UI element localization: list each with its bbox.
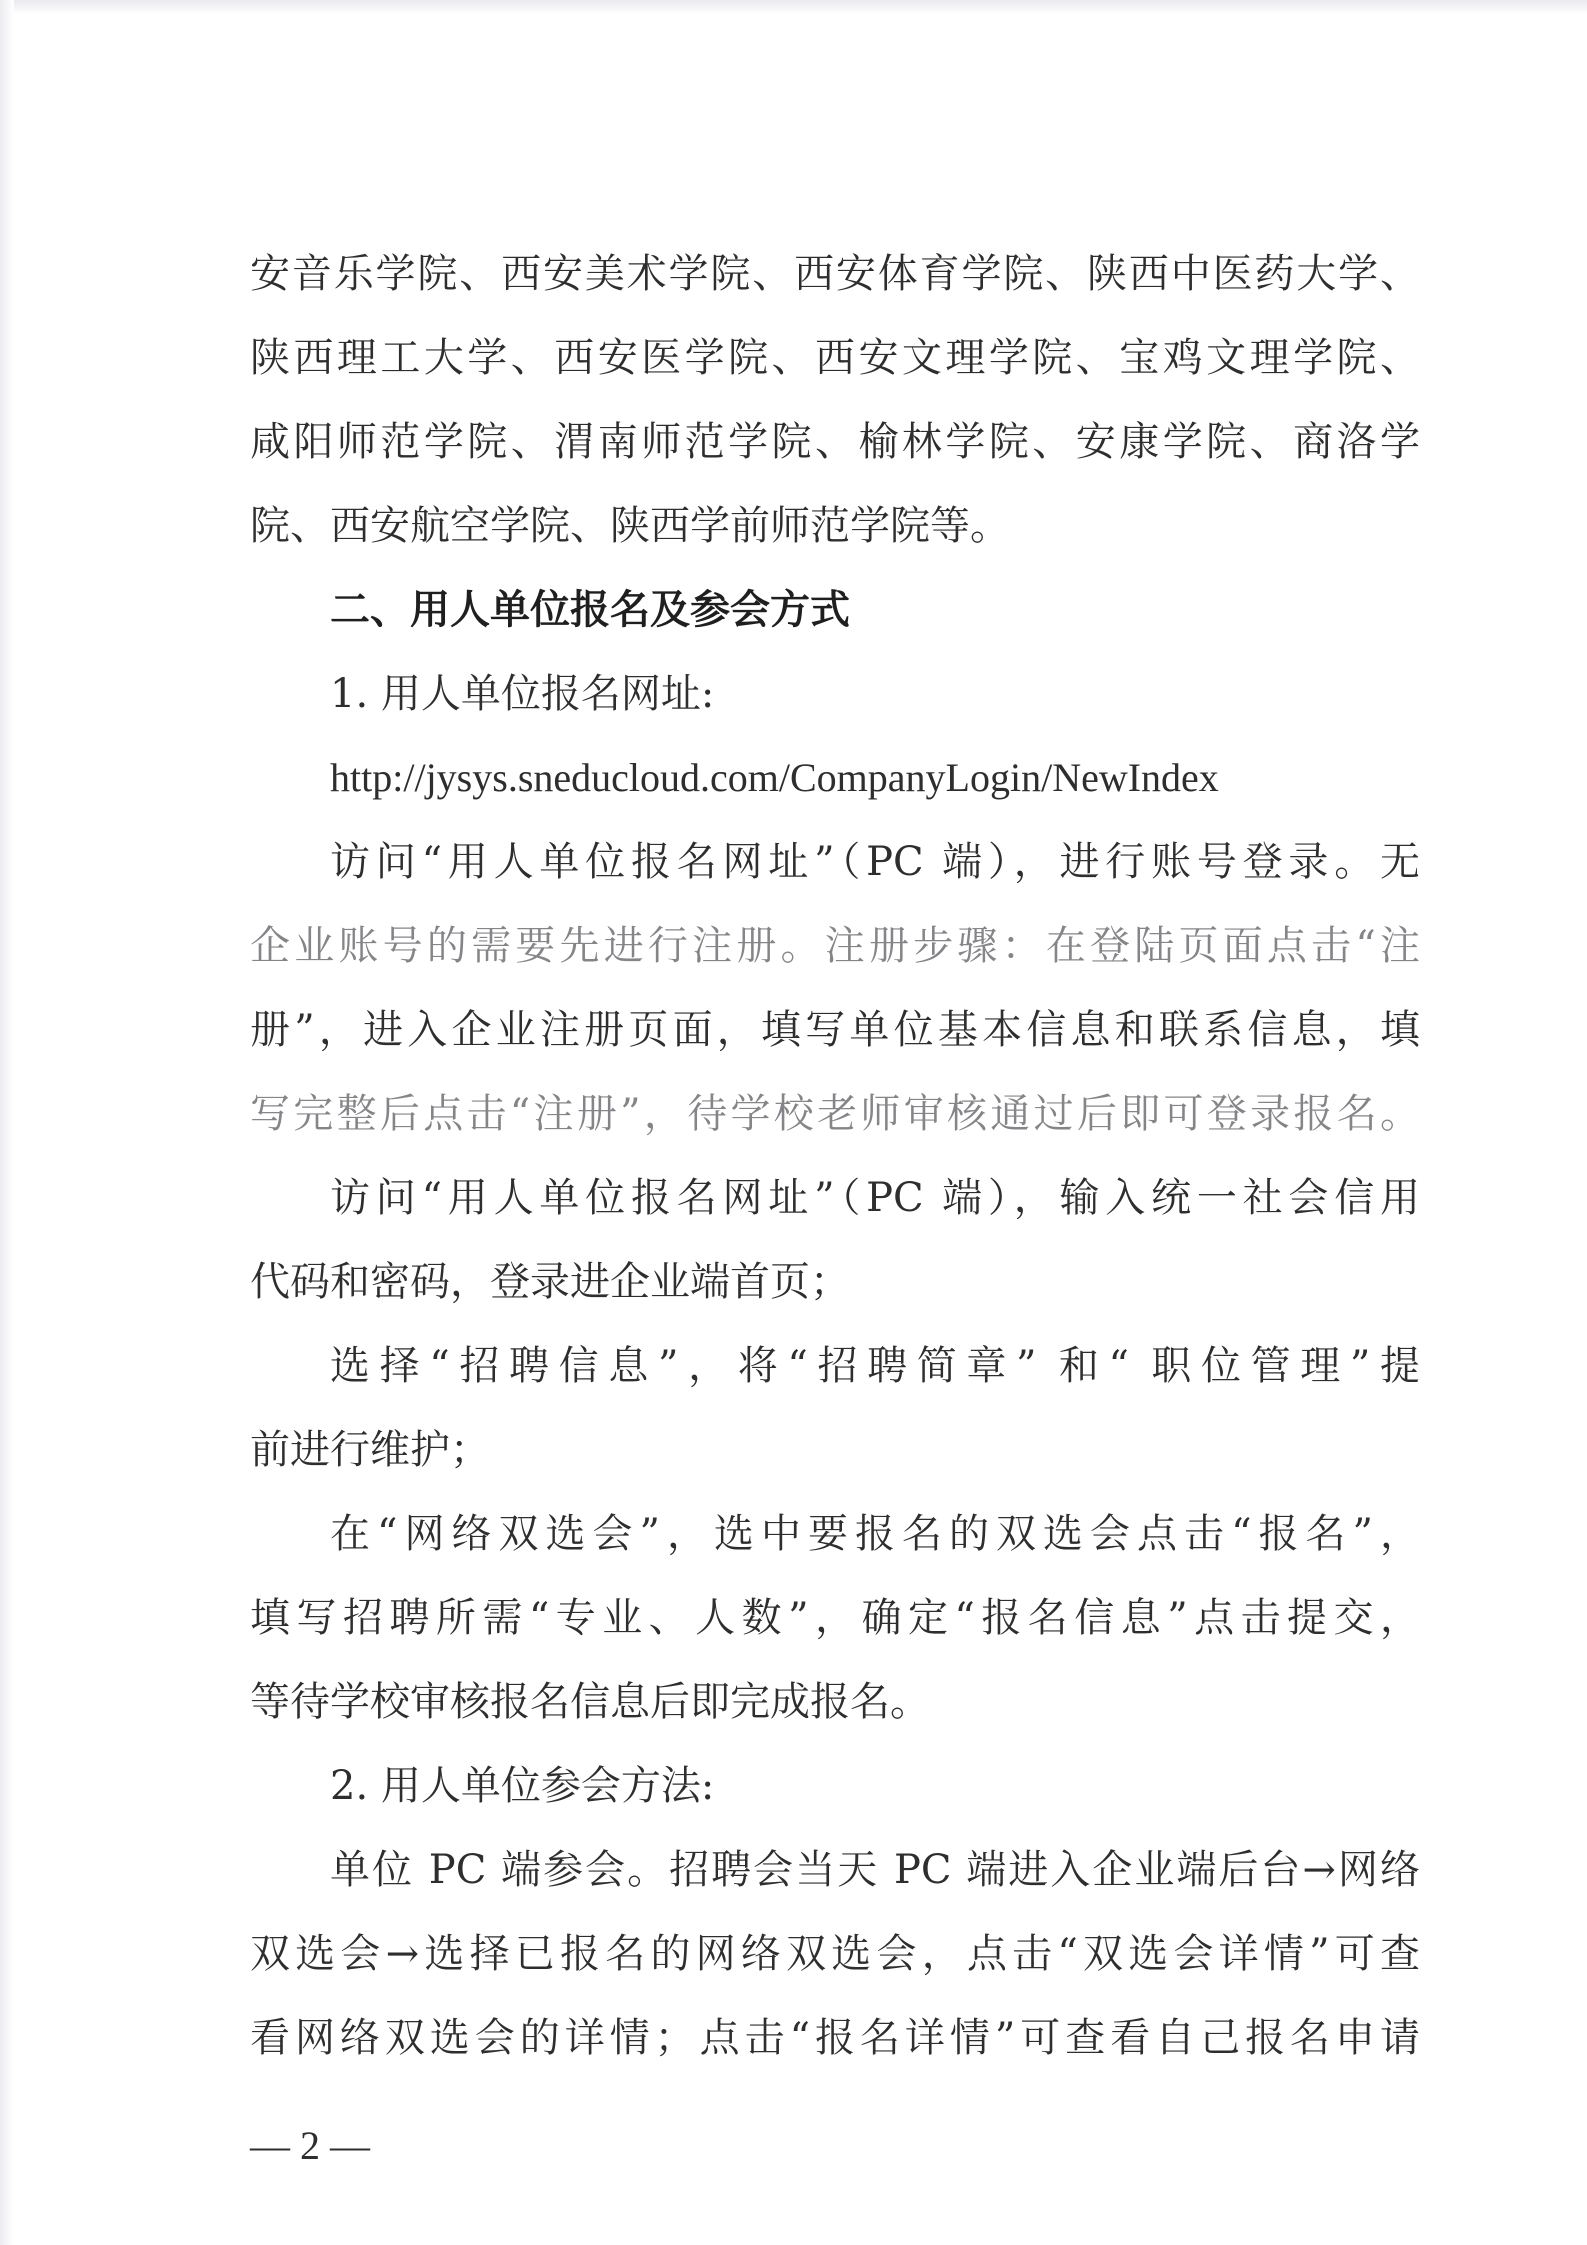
paragraph-line: 册”，进入企业注册页面，填写单位基本信息和联系信息，填 [250,1007,1420,1053]
scan-border-left [0,0,14,2245]
page-number: — 2 — [250,2123,370,2168]
paragraph-line: 写完整后点击“注册”，待学校老师审核通过后即可登录报名。 [250,1091,1420,1137]
paragraph-line: 等待学校审核报名信息后即完成报名。 [250,1679,930,1725]
paragraph-line: 访问“用人单位报名网址”（PC 端），输入统一社会信用 [330,1175,1420,1221]
paragraph-line: 代码和密码，登录进企业端首页； [250,1259,850,1305]
paragraph-line: 陕西理工大学、西安医学院、西安文理学院、宝鸡文理学院、 [250,335,1420,381]
paragraph-line: 填写招聘所需“专业、人数”，确定“报名信息”点击提交， [250,1595,1420,1641]
paragraph-line: 选择“招聘信息”，将“招聘简章” 和“ 职位管理”提 [330,1343,1420,1389]
paragraph-line: 看网络双选会的详情；点击“报名详情”可查看自己报名申请 [250,2015,1420,2061]
section-heading: 二、用人单位报名及参会方式 [330,587,850,633]
paragraph-line: 在“网络双选会”，选中要报名的双选会点击“报名”， [330,1511,1420,1557]
paragraph-line: 咸阳师范学院、渭南师范学院、榆林学院、安康学院、商洛学 [250,419,1420,465]
paragraph-line: 院、西安航空学院、陕西学前师范学院等。 [250,503,1010,549]
paragraph-line: 单位 PC 端参会。招聘会当天 PC 端进入企业端后台→网络 [330,1847,1420,1893]
paragraph-line: 前进行维护； [250,1427,490,1473]
paragraph-line: 安音乐学院、西安美术学院、西安体育学院、陕西中医药大学、 [250,251,1420,297]
registration-url[interactable]: http://jysys.sneducloud.com/CompanyLogin/NewIndex [330,755,1219,800]
subsection-title: 2. 用人单位参会方法: [330,1763,715,1809]
paragraph-line: 企业账号的需要先进行注册。注册步骤：在登陆页面点击“注 [250,923,1420,969]
paragraph-line: 访问“用人单位报名网址”（PC 端），进行账号登录。无 [330,839,1420,885]
scan-border-top [0,0,1587,14]
subsection-title: 1. 用人单位报名网址: [330,671,715,717]
paragraph-line: 双选会→选择已报名的网络双选会，点击“双选会详情”可查 [250,1931,1420,1977]
